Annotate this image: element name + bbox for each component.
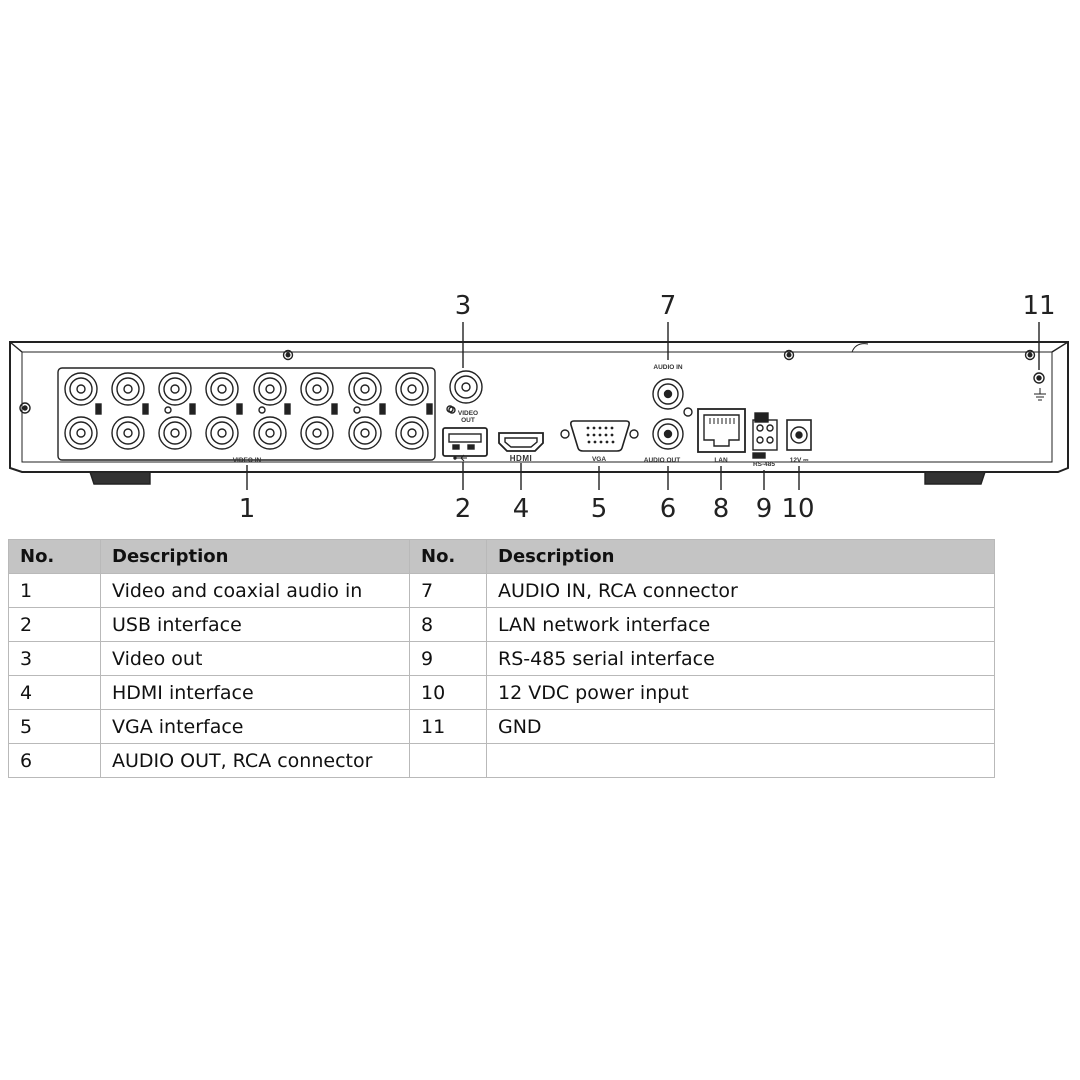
vga-pin — [587, 434, 590, 437]
row-no-left: 2 — [9, 608, 101, 642]
vga-pin — [611, 434, 614, 437]
audio-in-rca — [653, 379, 683, 409]
vga-pin — [594, 441, 597, 444]
channel-marker — [190, 404, 195, 414]
row-description-right: LAN network interface — [487, 608, 995, 642]
video-in-bnc — [65, 417, 97, 449]
video-out-bnc — [447, 371, 482, 412]
row-description-left: AUDIO OUT, RCA connector — [101, 744, 410, 778]
row-no-right: 11 — [410, 710, 487, 744]
row-no-left: 4 — [9, 676, 101, 710]
callout-2: 2 — [454, 494, 472, 524]
channel-marker — [427, 404, 432, 414]
lan-label: LAN — [714, 457, 728, 464]
vga-label: VGA — [591, 456, 607, 463]
channel-marker — [237, 404, 242, 414]
power-jack — [787, 420, 811, 450]
callout-leaders — [247, 322, 1039, 490]
legend-body — [9, 574, 995, 778]
video-in-bnc — [112, 373, 144, 405]
audio-out-label: AUDIO OUT — [643, 457, 681, 464]
legend-header-row — [9, 540, 995, 574]
row-no-right: 10 — [410, 676, 487, 710]
row-description-left: Video and coaxial audio in — [101, 574, 410, 608]
vga-port — [561, 421, 638, 451]
row-description-right — [487, 744, 995, 778]
row-no-left: 6 — [9, 744, 101, 778]
video-in-bnc — [206, 417, 238, 449]
foot-left — [90, 472, 150, 484]
video-out-label-line2: OUT — [461, 417, 475, 424]
vga-pin — [606, 441, 609, 444]
video-in-bnc — [254, 373, 286, 405]
channel-marker — [380, 404, 385, 414]
callout-6: 6 — [659, 494, 677, 524]
audio-in-label: AUDIO IN — [653, 364, 683, 371]
callout-7: 7 — [659, 291, 677, 321]
callout-1: 1 — [238, 494, 256, 524]
row-description-right: RS-485 serial interface — [487, 642, 995, 676]
channel-dot — [354, 407, 360, 413]
video-in-bnc — [159, 373, 191, 405]
row-description-right: GND — [487, 710, 995, 744]
video-in-bnc — [65, 373, 97, 405]
row-no-right — [410, 744, 487, 778]
callout-8: 8 — [712, 494, 730, 524]
video-in-bnc — [206, 373, 238, 405]
vga-pin — [600, 441, 603, 444]
row-no-right: 8 — [410, 608, 487, 642]
video-in-bnc — [254, 417, 286, 449]
video-in-bnc — [301, 417, 333, 449]
video-in-bnc — [396, 373, 428, 405]
table-row — [9, 642, 995, 676]
vga-pin — [605, 427, 608, 430]
callout-10: 10 — [781, 494, 815, 524]
vga-pin — [593, 427, 596, 430]
video-in-block — [58, 368, 435, 460]
callout-11: 11 — [1022, 291, 1056, 321]
vga-pin — [612, 441, 615, 444]
vga-pin — [599, 427, 602, 430]
table-row — [9, 608, 995, 642]
foot-right — [925, 472, 985, 484]
table-row — [9, 676, 995, 710]
hdmi-label: HDMI — [509, 454, 533, 463]
row-description-right: 12 VDC power input — [487, 676, 995, 710]
channel-marker — [285, 404, 290, 414]
vga-pin — [611, 427, 614, 430]
vga-pin — [593, 434, 596, 437]
row-description-left: VGA interface — [101, 710, 410, 744]
vga-pin — [588, 441, 591, 444]
vga-pin — [587, 427, 590, 430]
video-in-bnc — [349, 373, 381, 405]
row-no-right: 9 — [410, 642, 487, 676]
row-no-right: 7 — [410, 574, 487, 608]
row-description-left: Video out — [101, 642, 410, 676]
callout-3: 3 — [454, 291, 472, 321]
video-out-label-line1: VIDEO — [457, 410, 479, 417]
channel-dot — [165, 407, 171, 413]
row-no-left: 3 — [9, 642, 101, 676]
channel-marker — [143, 404, 148, 414]
rs485-terminal — [753, 413, 777, 458]
table-row — [9, 744, 995, 778]
header-description-left: Description — [101, 540, 410, 574]
row-description-left: USB interface — [101, 608, 410, 642]
audio-out-rca — [653, 419, 683, 449]
legend-table — [8, 539, 995, 778]
ground-icon — [1034, 388, 1046, 400]
header-no-right: No. — [410, 540, 487, 574]
callout-4: 4 — [512, 494, 530, 524]
vga-pin — [605, 434, 608, 437]
channel-marker — [332, 404, 337, 414]
table-row — [9, 574, 995, 608]
video-in-bnc — [396, 417, 428, 449]
gnd-screw — [1034, 373, 1044, 383]
video-in-bnc — [301, 373, 333, 405]
video-in-label: VIDEO IN — [232, 457, 262, 464]
hdmi-port — [499, 433, 543, 451]
channel-marker — [96, 404, 101, 414]
vga-pin — [599, 434, 602, 437]
lan-port — [698, 409, 745, 452]
callout-9: 9 — [755, 494, 773, 524]
video-in-bnc — [159, 417, 191, 449]
row-no-left: 1 — [9, 574, 101, 608]
channel-dot — [259, 407, 265, 413]
row-description-left: HDMI interface — [101, 676, 410, 710]
table-row — [9, 710, 995, 744]
power-label: 12V ⎓ — [789, 457, 809, 464]
header-no-left: No. — [9, 540, 101, 574]
video-in-bnc — [112, 417, 144, 449]
row-no-left: 5 — [9, 710, 101, 744]
header-description-right: Description — [487, 540, 995, 574]
video-in-bnc — [349, 417, 381, 449]
rs485-label: RS-485 — [752, 461, 776, 468]
row-description-right: AUDIO IN, RCA connector — [487, 574, 995, 608]
usb-port — [443, 428, 487, 456]
callout-5: 5 — [590, 494, 608, 524]
